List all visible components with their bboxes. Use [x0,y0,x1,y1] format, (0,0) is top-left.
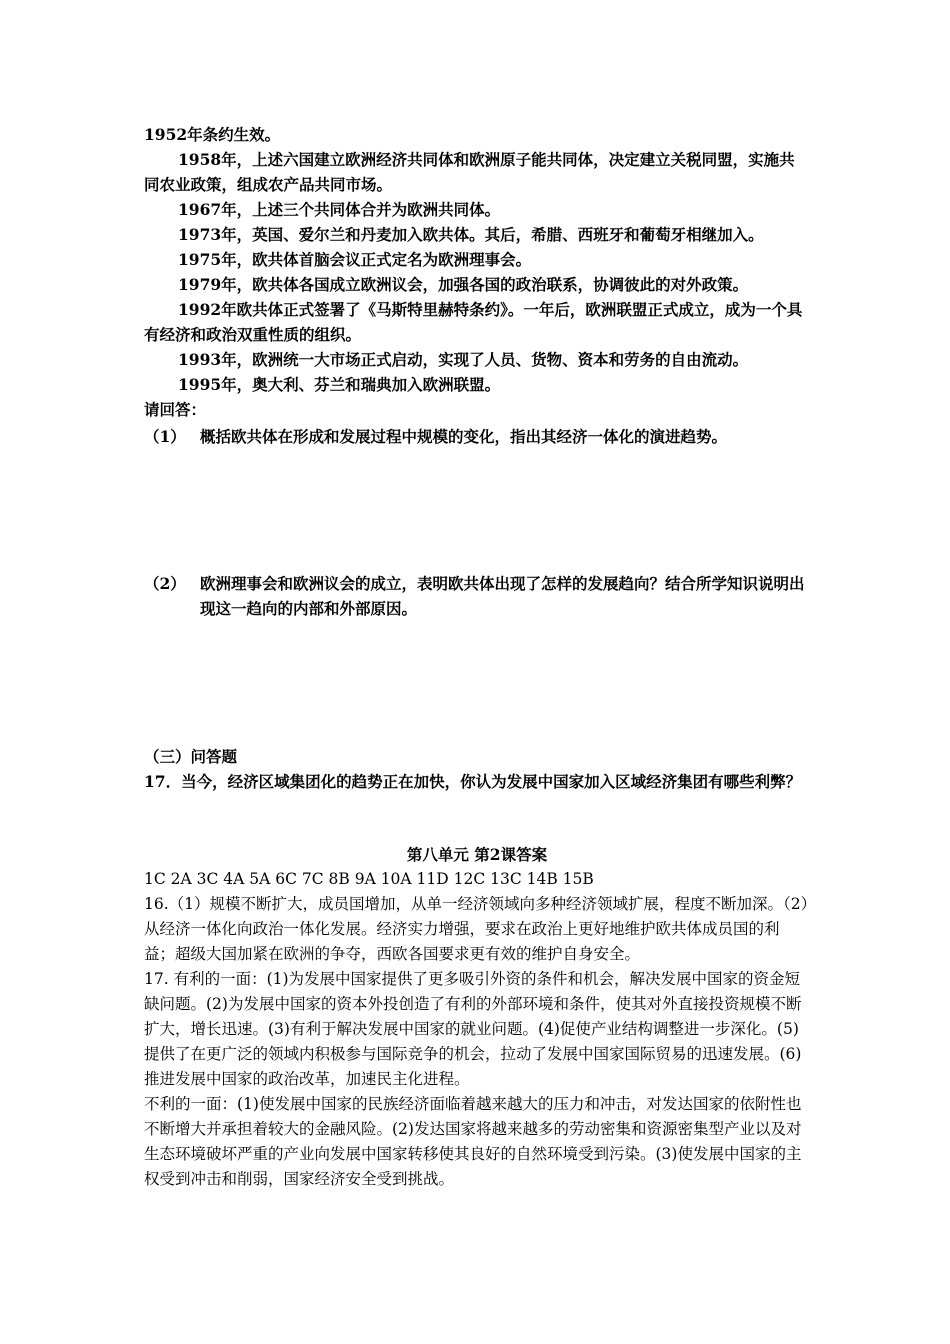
document-page [144,122,810,1192]
answer-keys: 1C 2A 3C 4A 5A 6C 7C 8B 9A 10A 11D 12C 13C 14B 15B [144,870,594,888]
timeline-entry: 1967年，上述三个共同体合并为欧洲共同体。 [178,200,501,219]
answer-17-pros: 17. 有利的一面：(1)为发展中国家提供了更多吸引外资的条件和机会，解决发展中国家的资金短缺问题。(2)为发展中国家的资本外投创造了有利的外部环境和条件，使其对外直接投资规模不断扩大，增长迅速。(3)有利于解决发展中国家的就业问题。(4)促使产业结构调整进一步深化。(5)提供了在更广泛的领域内积极参与国际竞争的机会，拉动了发展中国家国际贸易的迅速发展。(6)推进发展中国家的政治改革，加速民主化进程。 [144,970,802,1088]
timeline-entry: 1993年，欧洲统一大市场正式启动，实现了人员、货物、资本和劳务的自由流动。 [178,350,749,369]
question-number: （1） [144,427,186,446]
question-text: 欧洲理事会和欧洲议会的成立，表明欧共体出现了怎样的发展趋向？结合所学知识说明出现这一趋向的内部和外部原因。 [200,574,805,618]
timeline-entry: 1979年，欧共体各国成立欧洲议会，加强各国的政治联系，协调彼此的对外政策。 [178,275,749,294]
timeline-entry: 1995年，奥大利、芬兰和瑞典加入欧洲联盟。 [178,375,501,394]
question-number: （2） [144,574,186,593]
answer-16: 16.（1）规模不断扩大，成员国增加，从单一经济领域向多种经济领域扩展，程度不断加深。（2）从经济一体化向政治一体化发展。经济实力增强，要求在政治上更好地维护欧共体成员国的利益；超级大国加紧在欧洲的争夺，西欧各国要求更有效的维护自身安全。 [144,895,809,963]
answer-prompt: 请回答： [144,400,207,419]
timeline-entry: 1952年条约生效。 [144,125,281,144]
section-title: （三）问答题 [144,747,238,766]
answer-17-cons: 不利的一面：(1)使发展中国家的民族经济面临着越来越大的压力和冲击，对发达国家的依附性也不断增大并承担着较大的金融风险。(2)发达国家将越来越多的劳动密集和资源密集型产业以及对生态环境破坏严重的产业向发展中国家转移使其良好的自然环境受到污染。(3)使发展中国家的主权受到冲击和削弱，国家经济安全受到挑战。 [144,1095,802,1188]
question-1 [144,424,810,449]
question-text: 概括欧共体在形成和发展过程中规模的变化，指出其经济一体化的演进趋势。 [200,427,728,446]
timeline-entry: 1958年，上述六国建立欧洲经济共同体和欧洲原子能共同体，决定建立关税同盟，实施共同农业政策，组成农产品共同市场。 [144,150,795,194]
timeline-entry: 1973年，英国、爱尔兰和丹麦加入欧共体。其后，希腊、西班牙和葡萄牙相继加入。 [178,225,764,244]
timeline-entry: 1992年欧共体正式签署了《马斯特里赫特条约》。一年后，欧洲联盟正式成立，成为一个具有经济和政治双重性质的组织。 [144,300,803,344]
question-2 [144,571,810,621]
answer-title: 第八单元 第2课答案 [406,845,548,864]
timeline [144,122,810,397]
question-17: 17．当今，经济区域集团化的趋势正在加快，你认为发展中国家加入区域经济集团有哪些利弊？ [144,772,802,791]
timeline-entry: 1975年，欧共体首脑会议正式定名为欧洲理事会。 [178,250,532,269]
